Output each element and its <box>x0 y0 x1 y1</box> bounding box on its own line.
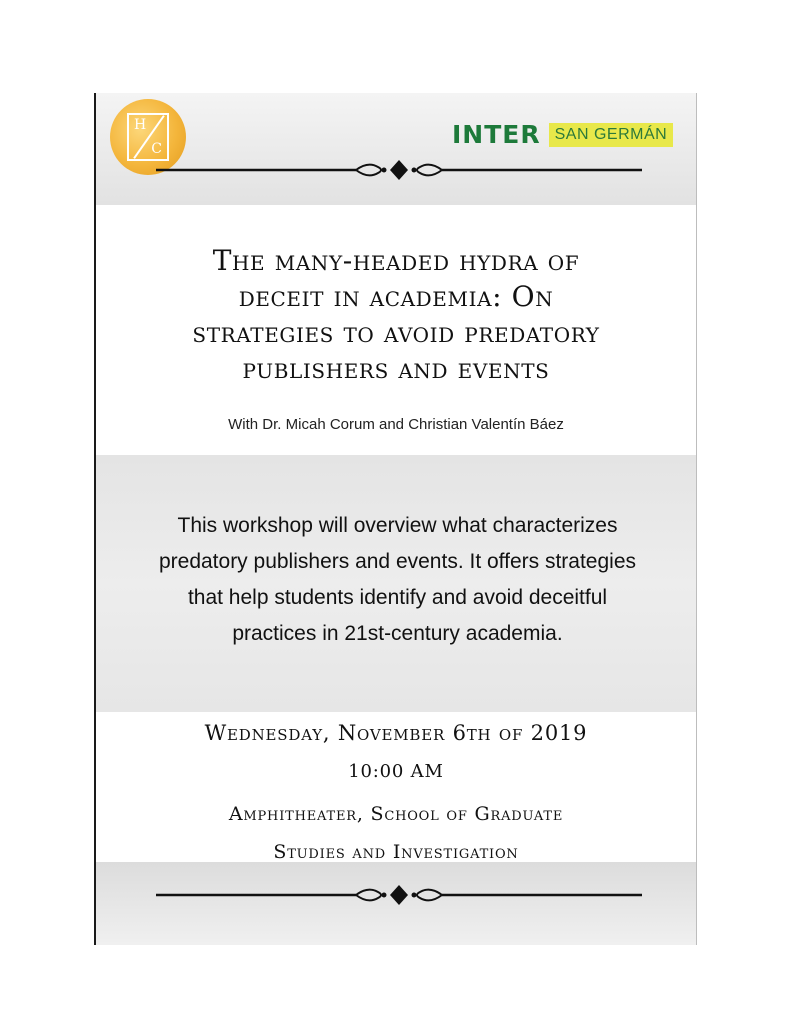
location-line: Amphitheater, School of Graduate <box>228 803 564 825</box>
title-line: strategies to avoid predatory <box>192 316 600 349</box>
event-time: 10:00 AM <box>348 761 444 782</box>
ornamental-divider-top <box>156 159 642 181</box>
title-line: deceit in academia: On <box>238 280 554 313</box>
description <box>146 508 649 652</box>
title-line: The many-headed hydra of <box>212 244 580 277</box>
description-line: practices in 21st-century academia. <box>232 622 563 645</box>
header-band <box>96 93 696 205</box>
title-line: publishers and events <box>242 352 550 385</box>
description-line: This workshop will overview what characterizes <box>177 514 618 537</box>
flyer <box>94 93 697 945</box>
inter-logo-word: INTER <box>452 120 541 149</box>
hc-logo-mark <box>127 113 169 161</box>
ornamental-divider-bottom <box>156 884 642 906</box>
presenters: With Dr. Micah Corum and Christian Valentín Báez <box>228 416 564 433</box>
inter-logo-campus: SAN GERMÁN <box>549 123 674 147</box>
description-line: that help students identify and avoid deceitful <box>187 586 608 609</box>
hc-logo-letter-h: H <box>134 117 147 133</box>
inter-san-german-logo <box>452 120 673 149</box>
event-date: Wednesday, November 6th of 2019 <box>204 721 588 745</box>
hc-logo-letter-c: C <box>151 141 162 157</box>
description-line: predatory publishers and events. It offers strategies <box>158 550 637 573</box>
location-line: Studies and Investigation <box>273 841 519 863</box>
event-title <box>96 243 696 387</box>
event-location <box>96 795 696 871</box>
